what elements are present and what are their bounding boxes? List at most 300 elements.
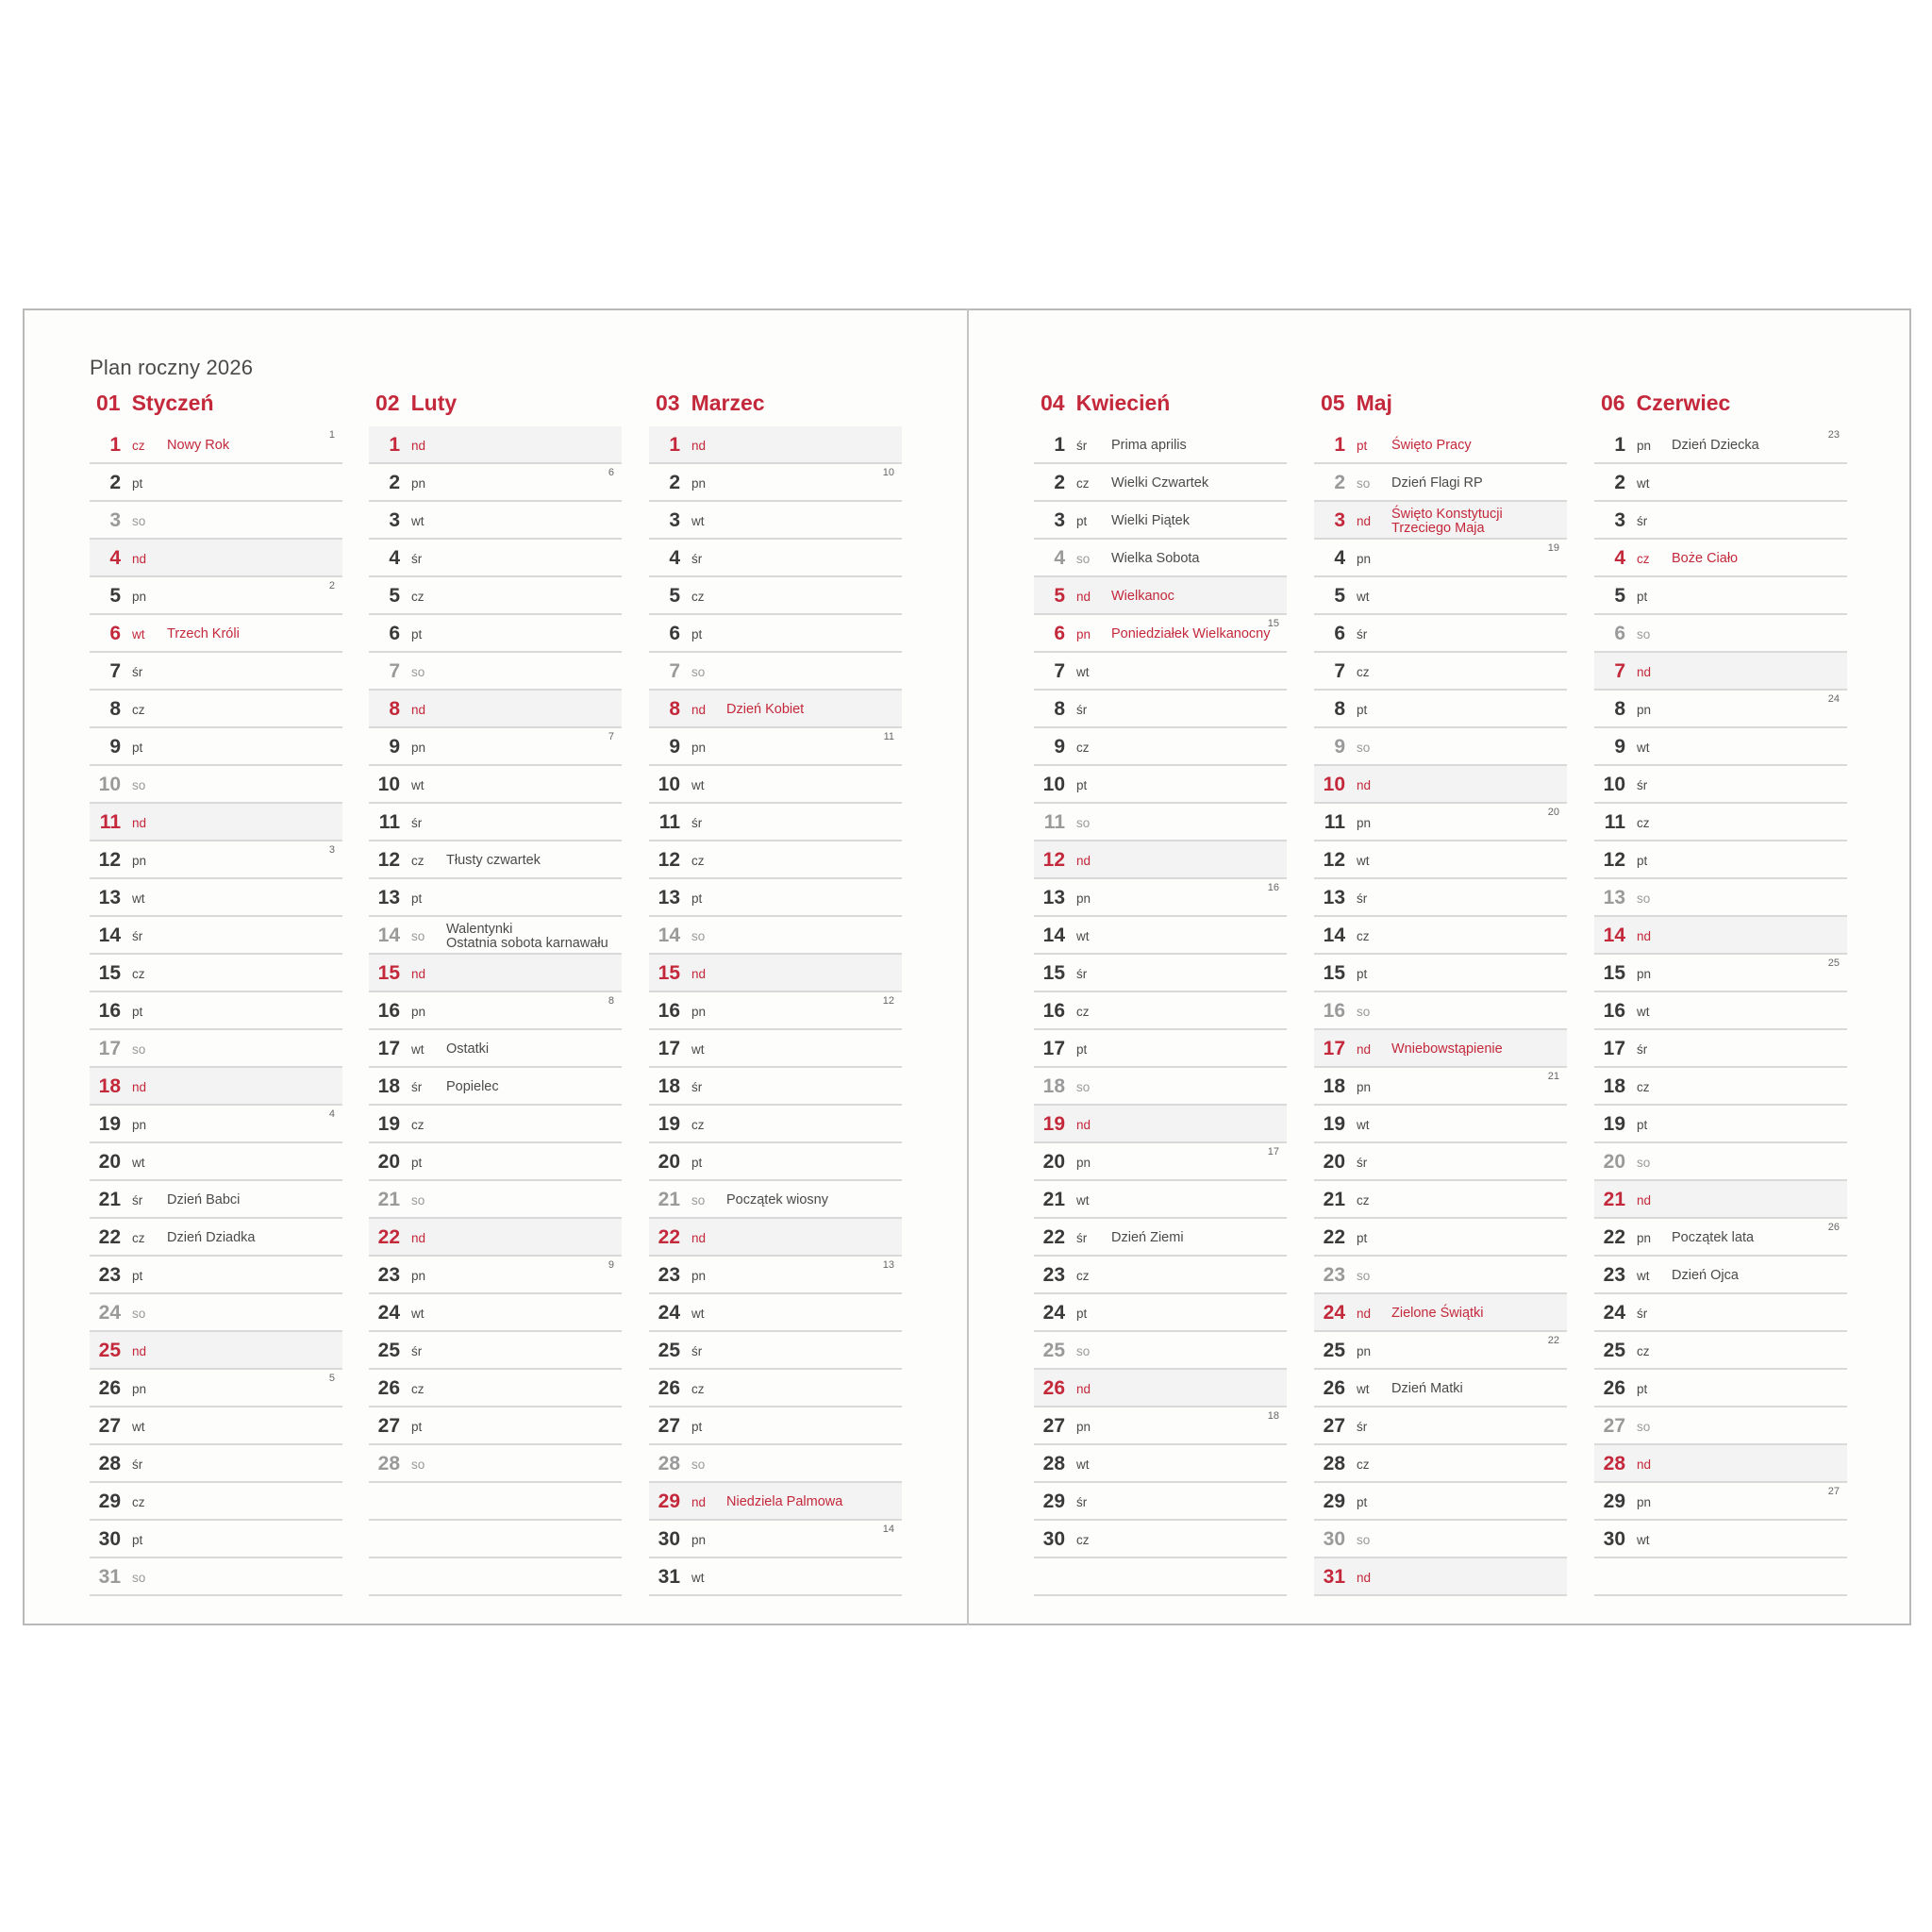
day-row [1314, 1332, 1567, 1370]
weekday-abbr: wt [691, 1307, 705, 1321]
day-number: 27 [658, 1415, 680, 1437]
day-number: 16 [658, 1000, 680, 1022]
day-number: 3 [669, 509, 680, 531]
weekday-abbr: pn [1637, 703, 1652, 717]
weekday-abbr: nd [691, 1231, 707, 1245]
day-row [1594, 1181, 1847, 1219]
day-number: 27 [1042, 1415, 1065, 1437]
empty-day-row [369, 1521, 622, 1558]
day-event: Dzień Ziemi [1111, 1230, 1184, 1245]
day-number: 17 [1042, 1038, 1065, 1059]
day-number: 7 [1054, 660, 1065, 682]
month-name: Marzec [691, 391, 765, 415]
weekday-abbr: pn [1637, 967, 1652, 981]
day-number: 4 [1614, 547, 1625, 569]
day-row [369, 1445, 622, 1483]
day-number: 29 [1323, 1491, 1345, 1512]
month-column [1034, 390, 1287, 1596]
weekday-abbr: pt [132, 741, 143, 755]
weekday-abbr: pt [1637, 1118, 1648, 1132]
weekday-abbr: so [132, 1042, 146, 1057]
day-row [369, 879, 622, 917]
day-row [1034, 502, 1287, 540]
weekday-abbr: so [691, 929, 706, 943]
weekday-abbr: so [691, 1457, 706, 1472]
day-row [649, 804, 902, 841]
day-event: Popielec [446, 1079, 499, 1094]
day-row [649, 728, 902, 766]
day-row [90, 502, 342, 540]
day-number: 23 [1603, 1264, 1625, 1286]
day-number: 16 [98, 1000, 121, 1022]
day-row [90, 766, 342, 804]
weekday-abbr: wt [1357, 590, 1370, 604]
day-number: 10 [98, 774, 121, 795]
weekday-abbr: śr [132, 929, 143, 943]
week-number: 18 [1267, 1410, 1279, 1422]
weekday-abbr: wt [1637, 476, 1650, 491]
weekday-abbr: nd [411, 967, 426, 981]
weekday-abbr: śr [132, 1457, 143, 1472]
day-number: 18 [377, 1075, 400, 1097]
day-row [1594, 1068, 1847, 1106]
day-row [1594, 804, 1847, 841]
weekday-abbr: cz [1637, 1344, 1650, 1358]
weekday-abbr: cz [1357, 1193, 1370, 1208]
day-row [1314, 955, 1567, 992]
day-event: Wielki Piątek [1111, 513, 1190, 528]
day-row [90, 691, 342, 728]
weekday-abbr: wt [411, 514, 425, 528]
day-number: 28 [377, 1453, 400, 1474]
week-number: 17 [1267, 1146, 1279, 1158]
weekday-abbr: śr [1357, 1420, 1368, 1434]
day-row [1034, 917, 1287, 955]
day-number: 12 [1323, 849, 1345, 871]
weekday-abbr: cz [132, 439, 145, 453]
day-event: Niedziela Palmowa [726, 1494, 843, 1509]
day-row [1594, 1106, 1847, 1143]
day-number: 7 [1334, 660, 1345, 682]
day-number: 31 [98, 1566, 121, 1588]
day-number: 23 [1323, 1264, 1345, 1286]
day-row [649, 766, 902, 804]
day-number: 18 [1603, 1075, 1625, 1097]
weekday-abbr: so [411, 929, 425, 943]
weekday-abbr: nd [691, 1495, 707, 1509]
weekday-abbr: pt [691, 1156, 703, 1170]
day-row [369, 728, 622, 766]
day-row [90, 1143, 342, 1181]
weekday-abbr: śr [1076, 1495, 1088, 1509]
day-number: 29 [1603, 1491, 1625, 1512]
day-number: 17 [98, 1038, 121, 1059]
weekday-abbr: so [1637, 891, 1651, 906]
empty-day-row [369, 1483, 622, 1521]
weekday-abbr: wt [691, 514, 705, 528]
day-number: 19 [377, 1113, 400, 1135]
weekday-abbr: wt [1076, 1193, 1090, 1208]
weekday-abbr: wt [132, 627, 145, 641]
weekday-abbr: cz [691, 1118, 705, 1132]
day-row [649, 1106, 902, 1143]
week-number: 16 [1267, 882, 1279, 893]
day-number: 5 [1334, 585, 1345, 607]
weekday-abbr: pn [691, 1269, 707, 1283]
day-number: 7 [669, 660, 680, 682]
day-number: 21 [377, 1189, 400, 1210]
day-row [1594, 879, 1847, 917]
weekday-abbr: pt [132, 1533, 143, 1547]
day-event: Święto Konstytucji Trzeciego Maja [1391, 506, 1503, 536]
day-number: 5 [109, 585, 121, 607]
day-row [1594, 1445, 1847, 1483]
day-row [649, 1294, 902, 1332]
day-row [1314, 1030, 1567, 1068]
month-column [90, 390, 342, 1596]
day-number: 9 [1614, 736, 1625, 758]
weekday-abbr: so [1076, 816, 1091, 830]
day-row [1314, 841, 1567, 879]
day-number: 15 [658, 962, 680, 984]
day-number: 14 [98, 924, 121, 946]
weekday-abbr: so [1637, 1420, 1651, 1434]
weekday-abbr: cz [132, 1495, 145, 1509]
day-row [1594, 728, 1847, 766]
day-number: 15 [1603, 962, 1625, 984]
day-row [90, 804, 342, 841]
weekday-abbr: pn [691, 1005, 707, 1019]
day-number: 7 [109, 660, 121, 682]
weekday-abbr: pt [691, 1420, 703, 1434]
day-number: 1 [389, 434, 400, 456]
weekday-abbr: wt [411, 1042, 425, 1057]
weekday-abbr: pt [132, 476, 143, 491]
day-number: 29 [98, 1491, 121, 1512]
day-row [90, 1370, 342, 1407]
day-row [1034, 540, 1287, 577]
day-row [649, 1219, 902, 1257]
weekday-abbr: nd [1076, 854, 1091, 868]
day-row [1314, 1483, 1567, 1521]
weekday-abbr: pn [691, 476, 707, 491]
week-number: 5 [328, 1373, 335, 1384]
weekday-abbr: pn [132, 1118, 147, 1132]
day-number: 2 [1614, 472, 1625, 493]
day-number: 25 [1042, 1340, 1065, 1361]
weekday-abbr: cz [1357, 929, 1370, 943]
day-row [1314, 728, 1567, 766]
day-row [90, 1558, 342, 1596]
weekday-abbr: pt [1357, 703, 1368, 717]
weekday-abbr: pn [691, 1533, 707, 1547]
day-row [1594, 992, 1847, 1030]
day-row [1594, 540, 1847, 577]
day-row [649, 691, 902, 728]
weekday-abbr: pt [1076, 1307, 1088, 1321]
month-number: 01 [96, 391, 121, 415]
day-row [1314, 577, 1567, 615]
week-number: 11 [883, 731, 894, 742]
day-number: 22 [1323, 1226, 1345, 1248]
day-row [90, 728, 342, 766]
weekday-abbr: so [1357, 1005, 1371, 1019]
weekday-abbr: wt [132, 1420, 145, 1434]
day-row [1034, 1294, 1287, 1332]
day-event: Dzień Babci [167, 1192, 241, 1208]
week-number: 15 [1267, 618, 1279, 629]
day-event: Nowy Rok [167, 438, 230, 453]
weekday-abbr: śr [1637, 1307, 1648, 1321]
weekday-abbr: pn [132, 1382, 147, 1396]
weekday-abbr: so [1357, 1533, 1371, 1547]
day-number: 22 [658, 1226, 680, 1248]
weekday-abbr: wt [411, 1307, 425, 1321]
day-row [90, 1483, 342, 1521]
day-number: 10 [658, 774, 680, 795]
day-row [1034, 1445, 1287, 1483]
day-number: 18 [1323, 1075, 1345, 1097]
day-row [1034, 1219, 1287, 1257]
weekday-abbr: wt [1637, 1533, 1650, 1547]
day-number: 10 [1323, 774, 1345, 795]
weekday-abbr: so [411, 1457, 425, 1472]
day-row [1314, 879, 1567, 917]
weekday-abbr: śr [691, 552, 703, 566]
day-number: 7 [1614, 660, 1625, 682]
weekday-abbr: pt [1076, 1042, 1088, 1057]
day-event: Poniedziałek Wielkanocny [1111, 626, 1271, 641]
day-number: 10 [377, 774, 400, 795]
day-number: 21 [98, 1189, 121, 1210]
month-column [649, 390, 902, 1596]
day-number: 27 [98, 1415, 121, 1437]
weekday-abbr: cz [1637, 816, 1650, 830]
weekday-abbr: nd [1637, 1193, 1652, 1208]
weekday-abbr: śr [1637, 1042, 1648, 1057]
day-row [1034, 464, 1287, 502]
weekday-abbr: śr [132, 665, 143, 679]
day-number: 23 [1042, 1264, 1065, 1286]
day-list [649, 425, 902, 1596]
weekday-abbr: pn [1637, 439, 1652, 453]
day-row [1594, 691, 1847, 728]
weekday-abbr: pn [1637, 1495, 1652, 1509]
weekday-abbr: cz [132, 967, 145, 981]
day-number: 30 [1323, 1528, 1345, 1550]
day-row [1594, 653, 1847, 691]
day-event: Dzień Ojca [1672, 1268, 1739, 1283]
day-row [1034, 1068, 1287, 1106]
day-number: 19 [658, 1113, 680, 1135]
day-row [649, 1257, 902, 1294]
weekday-abbr: nd [1357, 1571, 1372, 1585]
weekday-abbr: nd [132, 816, 147, 830]
day-row [1034, 1370, 1287, 1407]
day-row [1594, 1332, 1847, 1370]
day-row [1594, 577, 1847, 615]
weekday-abbr: cz [1076, 1269, 1090, 1283]
day-row [369, 1294, 622, 1332]
day-row [649, 464, 902, 502]
page-title: Plan roczny 2026 [90, 356, 254, 379]
day-number: 11 [1043, 811, 1065, 833]
day-number: 28 [1042, 1453, 1065, 1474]
weekday-abbr: nd [132, 1344, 147, 1358]
day-number: 5 [1054, 585, 1065, 607]
weekday-abbr: pn [1637, 1231, 1652, 1245]
day-row [1594, 464, 1847, 502]
day-row [649, 841, 902, 879]
day-row [369, 1219, 622, 1257]
day-row [369, 426, 622, 464]
day-row [1594, 1257, 1847, 1294]
month-column [1314, 390, 1567, 1596]
day-number: 23 [98, 1264, 121, 1286]
day-row [1314, 502, 1567, 540]
day-number: 6 [1334, 623, 1345, 644]
day-row [649, 1030, 902, 1068]
weekday-abbr: śr [1076, 967, 1088, 981]
day-row [649, 653, 902, 691]
day-number: 22 [1603, 1226, 1625, 1248]
day-number: 3 [1054, 509, 1065, 531]
month-name: Styczeń [131, 391, 214, 415]
weekday-abbr: pt [1357, 1495, 1368, 1509]
day-row [90, 1030, 342, 1068]
day-row [1594, 1370, 1847, 1407]
weekday-abbr: wt [691, 778, 705, 792]
day-number: 17 [658, 1038, 680, 1059]
week-number: 24 [1827, 693, 1840, 705]
day-number: 2 [389, 472, 400, 493]
day-row [90, 917, 342, 955]
day-row [1314, 464, 1567, 502]
day-row [1314, 691, 1567, 728]
weekday-abbr: śr [1357, 627, 1368, 641]
weekday-abbr: pn [1357, 1080, 1372, 1094]
day-row [649, 1370, 902, 1407]
day-number: 9 [669, 736, 680, 758]
day-row [1594, 426, 1847, 464]
weekday-abbr: so [132, 1571, 146, 1585]
month-column [369, 390, 622, 1596]
week-number: 26 [1827, 1222, 1840, 1233]
weekday-abbr: nd [1357, 778, 1372, 792]
day-row [1314, 1181, 1567, 1219]
weekday-abbr: pt [1076, 778, 1088, 792]
day-row [90, 540, 342, 577]
day-row [1034, 992, 1287, 1030]
day-number: 25 [1603, 1340, 1625, 1361]
weekday-abbr: pt [411, 1156, 423, 1170]
day-number: 1 [1054, 434, 1065, 456]
day-number: 11 [1604, 811, 1625, 833]
weekday-abbr: śr [1076, 1231, 1088, 1245]
day-row [90, 1181, 342, 1219]
day-number: 18 [658, 1075, 680, 1097]
day-number: 11 [658, 811, 680, 833]
day-row [90, 1521, 342, 1558]
day-row [1314, 1068, 1567, 1106]
weekday-abbr: nd [691, 439, 707, 453]
day-row [90, 841, 342, 879]
weekday-abbr: śr [1357, 891, 1368, 906]
weekday-abbr: nd [411, 439, 426, 453]
day-row [649, 1445, 902, 1483]
weekday-abbr: pn [1076, 627, 1091, 641]
day-row [90, 1257, 342, 1294]
day-row [369, 464, 622, 502]
month-name: Kwiecień [1075, 391, 1171, 415]
day-number: 12 [1603, 849, 1625, 871]
day-row [369, 992, 622, 1030]
day-number: 26 [1603, 1377, 1625, 1399]
day-row [1314, 1219, 1567, 1257]
day-number: 22 [377, 1226, 400, 1248]
day-row [369, 1407, 622, 1445]
weekday-abbr: so [1357, 1269, 1371, 1283]
weekday-abbr: cz [1076, 741, 1090, 755]
day-row [1594, 1521, 1847, 1558]
day-number: 2 [669, 472, 680, 493]
day-row [1314, 1257, 1567, 1294]
weekday-abbr: cz [691, 854, 705, 868]
day-number: 16 [1323, 1000, 1345, 1022]
week-number: 2 [328, 580, 335, 591]
week-number: 25 [1827, 958, 1840, 969]
day-event: Dzień Dziecka [1672, 438, 1759, 453]
day-number: 27 [1603, 1415, 1625, 1437]
weekday-abbr: nd [132, 552, 147, 566]
day-number: 24 [98, 1302, 121, 1324]
day-number: 28 [1603, 1453, 1625, 1474]
day-row [1314, 1294, 1567, 1332]
day-number: 11 [378, 811, 400, 833]
weekday-abbr: nd [1076, 590, 1091, 604]
month-header [1314, 390, 1567, 425]
day-number: 24 [1603, 1302, 1625, 1324]
weekday-abbr: wt [1357, 1118, 1370, 1132]
day-row [1034, 1257, 1287, 1294]
weekday-abbr: cz [1357, 665, 1370, 679]
day-row [1034, 1030, 1287, 1068]
weekday-abbr: cz [1637, 552, 1650, 566]
day-number: 28 [98, 1453, 121, 1474]
day-row [369, 917, 622, 955]
day-row [1314, 804, 1567, 841]
day-row [1034, 615, 1287, 653]
day-number: 13 [98, 887, 121, 908]
day-number: 2 [109, 472, 121, 493]
weekday-abbr: cz [1637, 1080, 1650, 1094]
day-row [369, 1370, 622, 1407]
day-row [1314, 992, 1567, 1030]
weekday-abbr: pn [1076, 1420, 1091, 1434]
weekday-abbr: cz [1076, 1005, 1090, 1019]
day-row [649, 1558, 902, 1596]
month-header [90, 390, 342, 425]
day-row [1314, 540, 1567, 577]
month-header [1034, 390, 1287, 425]
day-number: 4 [389, 547, 400, 569]
day-number: 13 [658, 887, 680, 908]
day-number: 16 [1603, 1000, 1625, 1022]
day-row [90, 879, 342, 917]
day-row [649, 426, 902, 464]
day-row [90, 1106, 342, 1143]
day-number: 28 [1323, 1453, 1345, 1474]
